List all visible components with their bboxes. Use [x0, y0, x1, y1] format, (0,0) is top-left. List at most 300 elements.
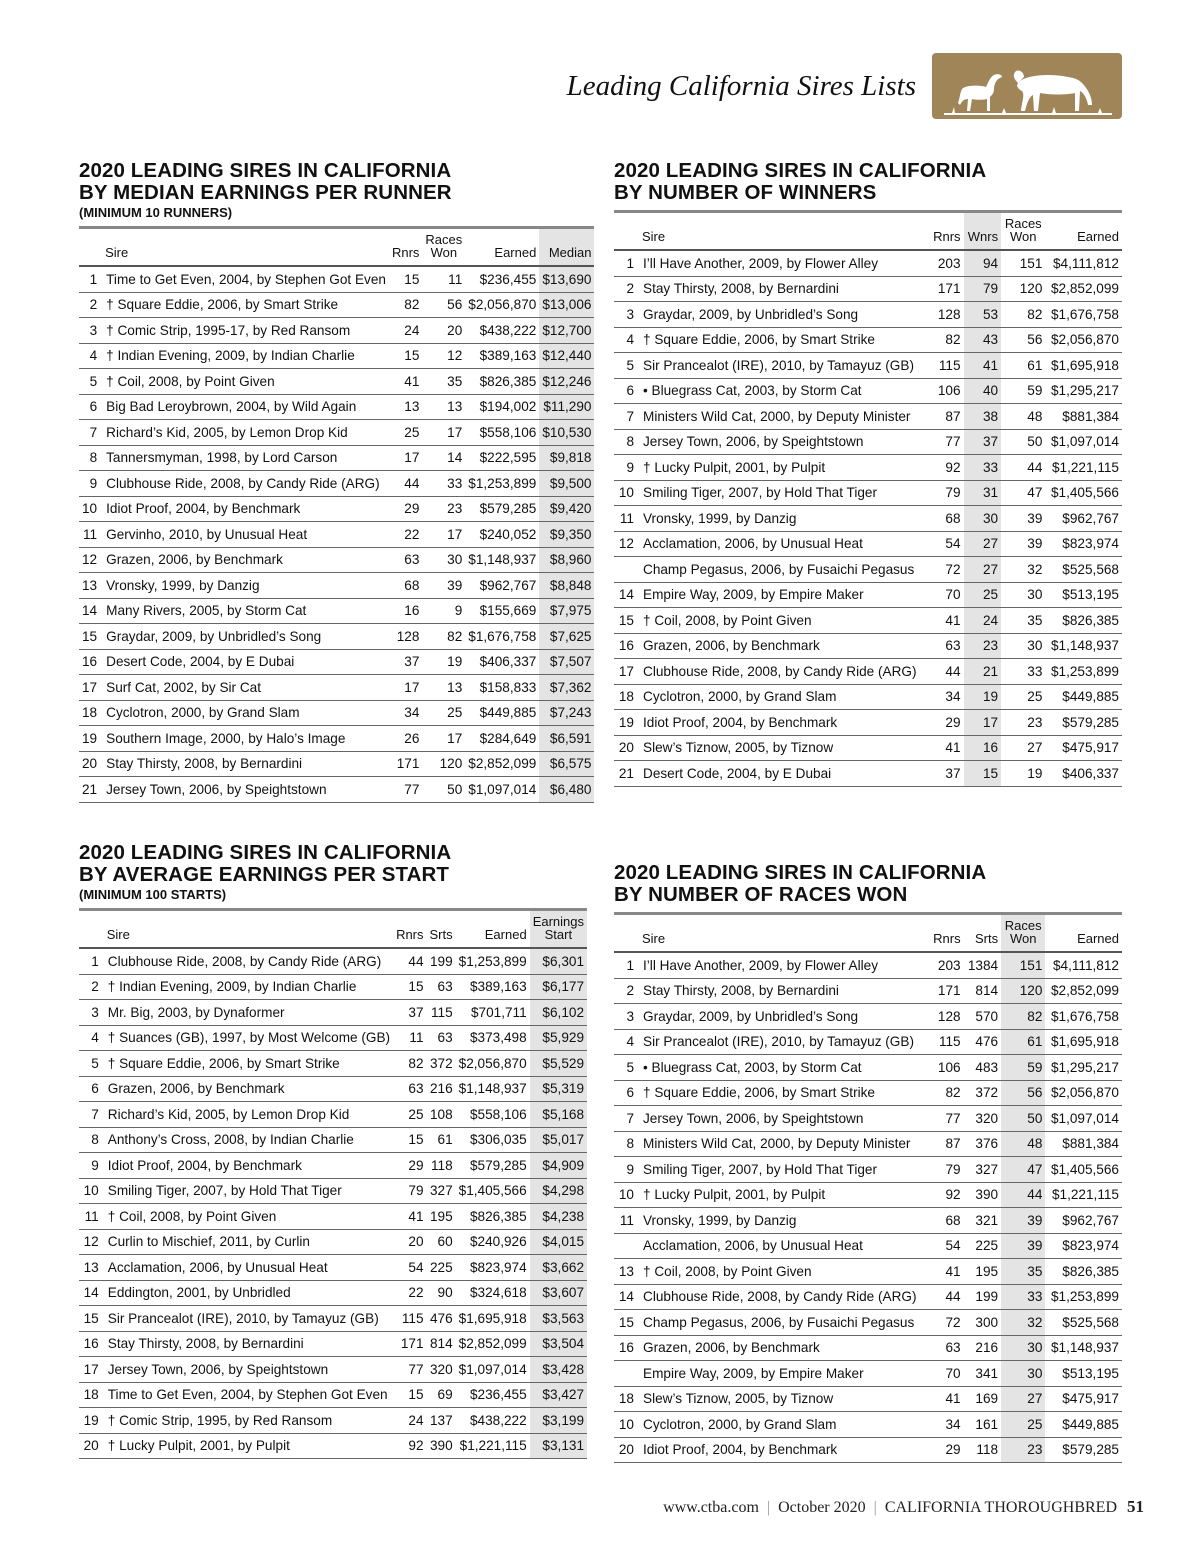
sire-cell: Stay Thirsty, 2008, by Bernardini	[105, 1331, 393, 1357]
col-srts: Srts	[427, 910, 456, 949]
table-row	[614, 978, 1122, 1004]
cell: $9,350	[539, 522, 594, 548]
rank-cell: 1	[614, 952, 640, 978]
cell: 27	[1001, 1386, 1045, 1412]
cell: 15	[393, 1127, 426, 1153]
cell: 118	[964, 1437, 1001, 1463]
sire-cell: † Indian Evening, 2009, by Indian Charlie	[103, 343, 389, 369]
table-row	[614, 455, 1122, 481]
cell: 25	[389, 420, 422, 446]
table-row	[614, 1284, 1122, 1310]
cell: 120	[1001, 276, 1045, 302]
table-row	[614, 276, 1122, 302]
cell: $389,163	[456, 974, 530, 1000]
table-row	[614, 480, 1122, 506]
cell: 13	[422, 394, 465, 420]
col-earned: Earned	[1045, 914, 1122, 953]
cell: $4,909	[530, 1153, 587, 1179]
sire-cell: Sir Prancealot (IRE), 2010, by Tamayuz (GB)	[105, 1306, 393, 1332]
cell: 17	[422, 522, 465, 548]
table-row	[79, 1025, 587, 1051]
sire-cell: Time to Get Even, 2004, by Stephen Got Even	[105, 1382, 393, 1408]
table-row	[79, 1306, 587, 1332]
col-earned: Earned	[1045, 212, 1122, 251]
cell: 43	[964, 327, 1002, 353]
cell: 376	[964, 1131, 1001, 1157]
cell: 171	[393, 1331, 426, 1357]
section-subtitle: (MINIMUM 10 RUNNERS)	[79, 205, 233, 220]
sire-cell: † Coil, 2008, by Point Given	[640, 608, 929, 634]
cell: $13,006	[539, 292, 594, 318]
cell: 92	[929, 1182, 964, 1208]
cell: $7,625	[539, 624, 594, 650]
rank-cell: 17	[614, 659, 640, 685]
cell: $1,405,566	[1045, 480, 1122, 506]
cell: $6,301	[530, 948, 587, 974]
cell: $6,575	[539, 751, 594, 777]
rank-cell: 8	[79, 1127, 105, 1153]
cell: $3,427	[530, 1382, 587, 1408]
cell: $2,852,099	[456, 1331, 530, 1357]
rank-cell: 4	[614, 327, 640, 353]
rank-cell: 18	[614, 1386, 640, 1412]
cell: $1,405,566	[1045, 1157, 1122, 1183]
cell: $1,148,937	[456, 1076, 530, 1102]
rank-cell: 4	[79, 343, 103, 369]
cell: 169	[964, 1386, 1001, 1412]
rank-cell: 10	[614, 480, 640, 506]
rank-cell: 20	[614, 735, 640, 761]
sire-cell: Surf Cat, 2002, by Sir Cat	[103, 675, 389, 701]
cell: 12	[422, 343, 465, 369]
cell: 41	[964, 353, 1002, 379]
col-earnings-per-start: Earnings Start	[530, 910, 587, 949]
cell: 216	[427, 1076, 456, 1102]
cell: 38	[964, 404, 1002, 430]
cell: 19	[1001, 761, 1045, 787]
cell: 22	[393, 1280, 426, 1306]
cell: $158,833	[465, 675, 539, 701]
cell: 35	[422, 369, 465, 395]
cell: $1,148,937	[465, 547, 539, 573]
cell: 82	[1001, 1004, 1045, 1030]
rank-cell: 15	[79, 1306, 105, 1332]
cell: $1,097,014	[1045, 1106, 1122, 1132]
table-row	[614, 404, 1122, 430]
rank-cell: 19	[614, 710, 640, 736]
cell: 16	[964, 735, 1002, 761]
sire-cell: Jersey Town, 2006, by Speightstown	[640, 1106, 929, 1132]
table-row	[79, 1000, 587, 1026]
cell: 22	[389, 522, 422, 548]
sire-cell: Tannersmyman, 1998, by Lord Carson	[103, 445, 389, 471]
sire-cell: Graydar, 2009, by Unbridled’s Song	[640, 302, 929, 328]
cell: 68	[389, 573, 422, 599]
rank-cell: 10	[79, 496, 103, 522]
cell: 39	[1001, 506, 1045, 532]
cell: $1,695,918	[1045, 353, 1122, 379]
cell: $222,595	[465, 445, 539, 471]
cell: 15	[393, 974, 426, 1000]
cell: 82	[393, 1051, 426, 1077]
col-wnrs: Wnrs	[964, 212, 1002, 251]
rank-cell: 8	[614, 429, 640, 455]
cell: 25	[964, 582, 1002, 608]
cell: $475,917	[1045, 1386, 1122, 1412]
cell: 34	[929, 684, 964, 710]
cell: 29	[393, 1153, 426, 1179]
cell: 35	[1001, 1259, 1045, 1285]
table-row	[79, 1229, 587, 1255]
table-row	[79, 1331, 587, 1357]
cell: 39	[422, 573, 465, 599]
table-row	[614, 429, 1122, 455]
cell: 106	[929, 378, 964, 404]
rank-cell: 19	[79, 726, 103, 752]
cell: $449,885	[465, 700, 539, 726]
table-row	[79, 974, 587, 1000]
cell: 79	[393, 1178, 426, 1204]
cell: $324,618	[456, 1280, 530, 1306]
cell: $1,253,899	[456, 948, 530, 974]
average-earnings-section	[79, 842, 587, 1459]
cell: $826,385	[465, 369, 539, 395]
sire-cell: Slew’s Tiznow, 2005, by Tiznow	[640, 1386, 929, 1412]
rank-cell: 7	[79, 420, 103, 446]
rank-cell: 3	[79, 318, 103, 344]
cell: $12,700	[539, 318, 594, 344]
cell: 79	[929, 1157, 964, 1183]
sire-cell: I’ll Have Another, 2009, by Flower Alley	[640, 250, 929, 276]
cell: 33	[964, 455, 1002, 481]
cell: 115	[393, 1306, 426, 1332]
cell: 61	[1001, 1029, 1045, 1055]
table-row	[614, 1335, 1122, 1361]
rank-cell: 7	[79, 1102, 105, 1128]
rank-cell: 7	[614, 1106, 640, 1132]
cell: 203	[929, 250, 964, 276]
sire-cell: Empire Way, 2009, by Empire Maker	[640, 582, 929, 608]
table-row	[79, 624, 594, 650]
table-row	[614, 761, 1122, 787]
cell: 27	[964, 557, 1002, 583]
cell: $1,148,937	[1045, 1335, 1122, 1361]
sire-cell: Richard’s Kid, 2005, by Lemon Drop Kid	[103, 420, 389, 446]
cell: 118	[427, 1153, 456, 1179]
sire-cell: † Coil, 2008, by Point Given	[103, 369, 389, 395]
cell: 321	[964, 1208, 1001, 1234]
sire-cell: † Comic Strip, 1995-17, by Red Ransom	[103, 318, 389, 344]
cell: 13	[389, 394, 422, 420]
rank-cell: 15	[614, 608, 640, 634]
rank-cell	[614, 557, 640, 583]
cell: $12,440	[539, 343, 594, 369]
cell: 50	[1001, 429, 1045, 455]
races-won-table	[614, 912, 1122, 1463]
rank-cell: 16	[614, 633, 640, 659]
cell: $2,852,099	[1045, 276, 1122, 302]
cell: 54	[393, 1255, 426, 1281]
sire-cell: I’ll Have Another, 2009, by Flower Alley	[640, 952, 929, 978]
cell: $881,384	[1045, 1131, 1122, 1157]
cell: 115	[427, 1000, 456, 1026]
table-row	[614, 327, 1122, 353]
cell: $1,097,014	[465, 777, 539, 803]
rank-cell: 1	[79, 948, 105, 974]
sire-cell: Acclamation, 2006, by Unusual Heat	[640, 1233, 929, 1259]
table-row	[79, 1076, 587, 1102]
table-row	[614, 735, 1122, 761]
cell: $194,002	[465, 394, 539, 420]
cell: $1,221,115	[1045, 455, 1122, 481]
table-row	[614, 1310, 1122, 1336]
cell: 32	[1001, 1310, 1045, 1336]
cell: 570	[964, 1004, 1001, 1030]
cell: $449,885	[1045, 1412, 1122, 1438]
sire-cell: Idiot Proof, 2004, by Benchmark	[640, 710, 929, 736]
rank-cell: 7	[614, 404, 640, 430]
cell: 44	[393, 948, 426, 974]
table-row	[614, 1055, 1122, 1081]
rank-cell: 14	[79, 1280, 105, 1306]
rank-cell: 11	[614, 506, 640, 532]
table-row	[79, 343, 594, 369]
rank-cell: 5	[614, 1055, 640, 1081]
table-row	[614, 1259, 1122, 1285]
sire-cell: Idiot Proof, 2004, by Benchmark	[105, 1153, 393, 1179]
cell: 20	[422, 318, 465, 344]
cell: $406,337	[1045, 761, 1122, 787]
cell: 17	[422, 726, 465, 752]
col-sire: Sire	[105, 910, 393, 949]
cell: 90	[427, 1280, 456, 1306]
table-row	[79, 1382, 587, 1408]
cell: 23	[964, 633, 1002, 659]
table-row	[614, 1386, 1122, 1412]
cell: 30	[1001, 1361, 1045, 1387]
sire-cell: Sir Prancealot (IRE), 2010, by Tamayuz (GB)	[640, 353, 929, 379]
section-title: 2020 LEADING SIRES IN CALIFORNIA	[614, 159, 987, 182]
cell: $579,285	[1045, 1437, 1122, 1463]
average-earnings-table	[79, 908, 587, 1459]
cell: 29	[929, 710, 964, 736]
cell: 54	[929, 531, 964, 557]
cell: 56	[422, 292, 465, 318]
sire-cell: Mr. Big, 2003, by Dynaformer	[105, 1000, 393, 1026]
table-row	[79, 1153, 587, 1179]
cell: 47	[1001, 1157, 1045, 1183]
section-title-line2: BY NUMBER OF RACES WON	[614, 883, 908, 906]
cell: $579,285	[1045, 710, 1122, 736]
cell: $4,298	[530, 1178, 587, 1204]
cell: 61	[1001, 353, 1045, 379]
cell: 82	[1001, 302, 1045, 328]
races-won-section	[614, 862, 1122, 1463]
cell: $1,253,899	[465, 471, 539, 497]
cell: 128	[389, 624, 422, 650]
table-row	[614, 1004, 1122, 1030]
cell: 17	[964, 710, 1002, 736]
cell: 53	[964, 302, 1002, 328]
rank-cell: 1	[614, 250, 640, 276]
rank-cell: 17	[79, 1357, 105, 1383]
cell: 39	[1001, 1233, 1045, 1259]
table-row	[79, 649, 594, 675]
rank-cell: 18	[614, 684, 640, 710]
cell: 341	[964, 1361, 1001, 1387]
table-row	[79, 394, 594, 420]
cell: 72	[929, 1310, 964, 1336]
col-sire: Sire	[640, 212, 929, 251]
table-row	[614, 506, 1122, 532]
cell: 94	[964, 250, 1002, 276]
cell: 31	[964, 480, 1002, 506]
cell: 25	[1001, 684, 1045, 710]
cell: $525,568	[1045, 557, 1122, 583]
cell: 87	[929, 1131, 964, 1157]
cell: $1,676,758	[1045, 302, 1122, 328]
cell: 59	[1001, 1055, 1045, 1081]
table-row	[79, 573, 594, 599]
rank-cell: 5	[614, 353, 640, 379]
table-row	[79, 496, 594, 522]
cell: $9,500	[539, 471, 594, 497]
cell: 25	[393, 1102, 426, 1128]
footer-site: www.ctba.com	[663, 1499, 759, 1516]
cell: 48	[1001, 1131, 1045, 1157]
rank-cell: 14	[614, 582, 640, 608]
cell: 44	[929, 1284, 964, 1310]
rank-cell: 11	[79, 522, 103, 548]
sire-cell: Many Rivers, 2005, by Storm Cat	[103, 598, 389, 624]
cell: 17	[389, 675, 422, 701]
cell: 61	[427, 1127, 456, 1153]
cell: 814	[427, 1331, 456, 1357]
sire-cell: Gervinho, 2010, by Unusual Heat	[103, 522, 389, 548]
table-row	[614, 1208, 1122, 1234]
rank-cell: 8	[79, 445, 103, 471]
rank-cell: 5	[79, 1051, 105, 1077]
rank-cell: 5	[79, 369, 103, 395]
cell: $3,607	[530, 1280, 587, 1306]
table-row	[79, 445, 594, 471]
cell: $1,405,566	[456, 1178, 530, 1204]
sire-cell: Ministers Wild Cat, 2000, by Deputy Minister	[640, 404, 929, 430]
cell: 92	[929, 455, 964, 481]
rank-cell: 20	[614, 1437, 640, 1463]
col-rnrs: Rnrs	[389, 228, 422, 267]
cell: $6,177	[530, 974, 587, 1000]
cell: 199	[427, 948, 456, 974]
cell: $12,246	[539, 369, 594, 395]
cell: 24	[393, 1408, 426, 1434]
table-row	[79, 1433, 587, 1459]
cell: 37	[964, 429, 1002, 455]
cell: 44	[1001, 1182, 1045, 1208]
table-row	[614, 302, 1122, 328]
section-title: 2020 LEADING SIRES IN CALIFORNIA	[614, 861, 987, 884]
cell: $3,563	[530, 1306, 587, 1332]
table-row	[614, 952, 1122, 978]
section-title-line2: BY AVERAGE EARNINGS PER START	[79, 863, 450, 886]
rank-cell: 11	[79, 1204, 105, 1230]
sire-cell: Clubhouse Ride, 2008, by Candy Ride (ARG)	[103, 471, 389, 497]
sire-cell: Champ Pegasus, 2006, by Fusaichi Pegasus	[640, 1310, 929, 1336]
cell: 35	[1001, 608, 1045, 634]
cell: $1,295,217	[1045, 1055, 1122, 1081]
cell: 14	[422, 445, 465, 471]
rank-cell: 2	[79, 292, 103, 318]
cell: 23	[1001, 1437, 1045, 1463]
section-title: 2020 LEADING SIRES IN CALIFORNIA	[79, 841, 452, 864]
cell: $1,097,014	[1045, 429, 1122, 455]
sire-cell: Cyclotron, 2000, by Grand Slam	[640, 1412, 929, 1438]
table-row	[79, 1178, 587, 1204]
cell: $1,148,937	[1045, 633, 1122, 659]
cell: 54	[929, 1233, 964, 1259]
cell: $826,385	[1045, 608, 1122, 634]
cell: 39	[1001, 531, 1045, 557]
cell: $1,676,758	[1045, 1004, 1122, 1030]
table-row	[79, 1051, 587, 1077]
cell: $240,926	[456, 1229, 530, 1255]
sire-cell: † Square Eddie, 2006, by Smart Strike	[105, 1051, 393, 1077]
cell: $5,017	[530, 1127, 587, 1153]
cell: 30	[1001, 582, 1045, 608]
rank-cell	[614, 1361, 640, 1387]
cell: 41	[929, 608, 964, 634]
sire-cell: Acclamation, 2006, by Unusual Heat	[640, 531, 929, 557]
cell: $4,111,812	[1045, 952, 1122, 978]
cell: $8,848	[539, 573, 594, 599]
rank-cell: 14	[79, 598, 103, 624]
cell: $2,056,870	[1045, 327, 1122, 353]
table-row	[614, 1437, 1122, 1463]
sire-cell: Richard’s Kid, 2005, by Lemon Drop Kid	[105, 1102, 393, 1128]
sire-cell: Desert Code, 2004, by E Dubai	[103, 649, 389, 675]
table-row	[79, 777, 594, 803]
cell: 87	[929, 404, 964, 430]
sire-cell: Smiling Tiger, 2007, by Hold That Tiger	[640, 1157, 929, 1183]
rank-cell: 4	[79, 1025, 105, 1051]
rank-cell: 3	[614, 1004, 640, 1030]
cell: $579,285	[456, 1153, 530, 1179]
cell: 17	[389, 445, 422, 471]
cell: 41	[929, 735, 964, 761]
cell: 41	[389, 369, 422, 395]
cell: 50	[1001, 1106, 1045, 1132]
cell: $236,455	[465, 266, 539, 292]
cell: 82	[929, 327, 964, 353]
cell: $4,015	[530, 1229, 587, 1255]
sire-cell: Vronsky, 1999, by Danzig	[640, 506, 929, 532]
cell: 24	[964, 608, 1002, 634]
cell: 27	[964, 531, 1002, 557]
table-row	[79, 751, 594, 777]
page-footer: www.ctba.com | October 2020 | CALIFORNIA THOROUGHBRED 51	[663, 1497, 1144, 1516]
cell: 9	[422, 598, 465, 624]
cell: 33	[1001, 659, 1045, 685]
cell: 11	[422, 266, 465, 292]
footer-magazine: CALIFORNIA THOROUGHBRED	[884, 1499, 1117, 1516]
table-row	[79, 547, 594, 573]
cell: $10,530	[539, 420, 594, 446]
cell: 40	[964, 378, 1002, 404]
sire-cell: Champ Pegasus, 2006, by Fusaichi Pegasus	[640, 557, 929, 583]
sire-cell: Grazen, 2006, by Benchmark	[640, 1335, 929, 1361]
table-row	[614, 1080, 1122, 1106]
cell: 69	[427, 1382, 456, 1408]
